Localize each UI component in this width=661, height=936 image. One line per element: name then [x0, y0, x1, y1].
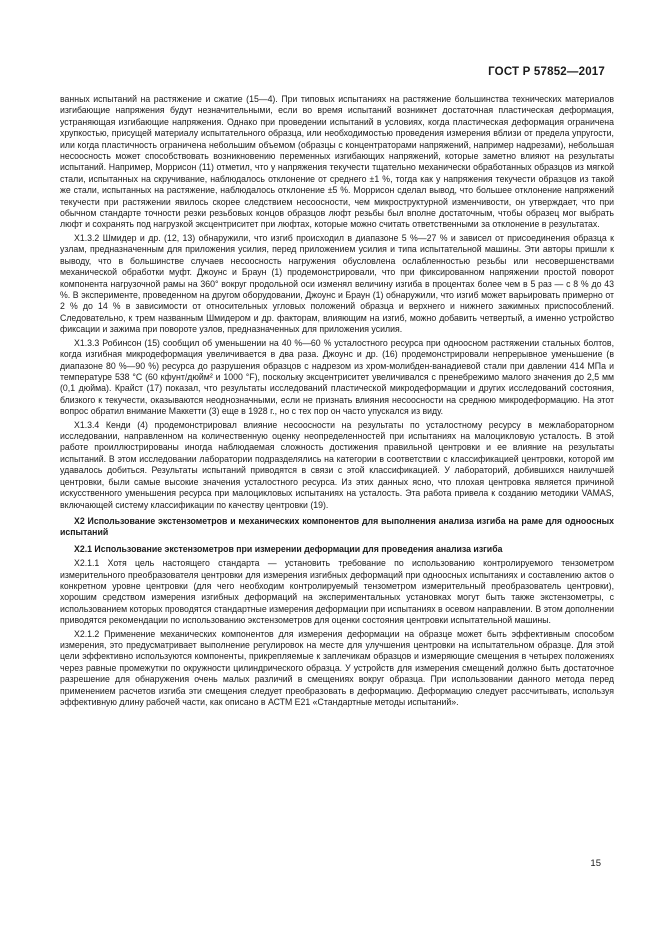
paragraph: Х2.1.1 Хотя цель настоящего стандарта — установить требование по использованию контролируемого тензометром измерительного преобразователя центровки для измерения изгибных деформаций при одноосных испытаниях и составлению актов о конкретном уровне центровки (для чего необходим контролируемый тензометром измерительный преобразователь центровки), хорошим средством измерения изгибных деформаций на экспериментальных установках могут быть также экстензометры, с использованием которых проводятся стандартные измерения деформации при испытаниях в осевом направлении. В этом дополнении приводятся рекомендации по использованию экстензометров для оценки состояния центровки испытательной машины. [60, 558, 614, 626]
paragraph: Х1.3.2 Шмидер и др. (12, 13) обнаружили, что изгиб происходил в диапазоне 5 %—27 % и зависел от присоединения образца к узлам, предназначенным для приложения усилия, перед приложением усилия и типа испытательной машины. Эти авторы пришли к выводу, что в большинстве случаев несоосность нагружения обусловлена ослабленностью резьбы или несовершенствами механической обработки муфт. Джоунс и Браун (1) продемонстрировали, что при фиксированном напряжении простой поворот компонента нагрузочной рамы на 360° вокруг продольной оси изменял величину изгиба в процентах более чем в 5 раз — с 8 % до 43 %. В эксперименте, проведенном на другом оборудовании, Джоунс и Браун (1) обнаружили, что изгиб может варьировать примерно от 2 % до 14 % в зависимости от относительных угловых положений образца и верхнего и нижнего зажимных приспособлений. Следовательно, к трем названным Шмидером и др. факторам, влияющим на изгиб, можно добавить четвертый, а именно устройство фиксации и зажима при повороте узлов, предназначенных для приложения усилия. [60, 232, 614, 335]
page-body [60, 94, 614, 711]
subsection-heading: Х2.1 Использование экстензометров при измерении деформации для проведения анализа изгиба [74, 543, 503, 554]
document-number: ГОСТ Р 57852—2017 [488, 66, 605, 78]
paragraph: Х1.3.3 Робинсон (15) сообщил об уменьшении на 40 %—60 % усталостного ресурса при одноосном растяжении стальных болтов, когда изгибная микродеформация увеличивается в два раза. Джоунс и др. (16) продемонстрировали непрерывное уменьшение (в диапазоне 80 %—90 %) ресурса до разрушения образцов с надрезом из хром-молибден-ванадиевой стали при давлении 414 МПа и температуре 538 °С (60 кфунт/дюйм² и 1000 °F), поскольку эксцентриситет увеличивался с пренебрежимо малого значения до 2,5 мм (0,1 дюйма). Крайст (17) показал, что результаты исследований пластической микродеформации и других исследований состояния, близкого к текучести, оказываются неоднозначными, если не признать влияния несоосности на среднюю микродеформацию. На этот вопрос обратил внимание Маккетти (3) еще в 1928 г., но с тех пор он часто упускался из виду. [60, 337, 614, 417]
paragraph: Х1.3.4 Кенди (4) продемонстрировал влияние несоосности на результаты по усталостному ресурсу в межлабораторном исследовании, направленном на количественную оценку неопределенностей при испытаниях на малоцикловую усталость. В этой работе проиллюстрированы иногда наблюдаемая сложность достижения правильной центровки и ее влияние на результаты испытаний. В этом исследовании лаборатории подразделялись на категории в соответствии с классификацией центровки, которой им удавалось добиться. Результаты испытаний приводятся в связи с этой классификацией. У лабораторий, добившихся наилучшей центровки, были самые высокие значения усталостного ресурса. Из этих данных ясно, что плохая центровка является причиной искусственного уменьшения ресурса при малоцикловых испытаниях на усталость. Эта работа привела к созданию методики VAMAS, включающей систему классификации по качеству центровки (19). [60, 419, 614, 510]
page-number: 15 [590, 858, 601, 869]
paragraph: ванных испытаний на растяжение и сжатие (15—4). При типовых испытаниях на растяжение большинства технических материалов изгибающие напряжения будут незначительными, если во время испытаний возникнет достаточная пластическая деформация, устраняющая изгибающие напряжения. Однако при проведении испытаний в условиях, когда пластическая деформация ограничена хрупкостью, присущей материалу испытательного образца, или необходимостью проведения измерения вблизи от предела упругости, или когда пластичность ограничена небольшим объемом (образцы с концентраторами напряжений, например надрезами), небольшая несоосность может способствовать возникновению переменных изгибающих напряжений, которые заметно влияют на результаты испытаний. Например, Моррисон (11) отметил, что у напряжения текучести тщательно механически обработанных образцов из мягкой стали, испытанных на скручивание, наблюдалось отклонение от среднего ±1 %, тогда как у напряжения текучести образцов из такой же стали, испытанных на растяжение, наблюдалось отклонение ±5 %. Моррисон сделал вывод, что большее отклонение напряжений текучести при растяжении явилось скорее следствием несоосности, чем микроструктурной изменчивости, он утверждает, что при обычном стандарте точности резки резьбовых концов образцов люфт резьбы был вполне достаточным, чтобы образец мог выбрать люфт и сохранять под нагрузкой эксцентриситет при люфтах, которые можно считать ответственными за отклонение в результатах. [60, 94, 614, 230]
section-heading: Х2 Использование экстензометров и механических компонентов для выполнения анализа изгиба на раме для одноосных испытаний [60, 515, 614, 538]
paragraph: Х2.1.2 Применение механических компонентов для измерения деформации на образце может быть эффективным способом измерения, это предусматривает выполнение регулировок на месте для улучшения центровки на испытательном образце. Для этой цели эффективно используются компоненты, прикрепляемые к заплечикам образцов и измеряющие смещения в четырех положениях через равные промежутки по окружности цилиндрического образца. У устройств для измерения смещений должно быть достаточное разрешение для обнаружения очень малых различий в смещениях вокруг образца. При использовании данного метода перед применением расчетов изгиба эти смещения следует преобразовать в деформацию. Деформацию следует рассчитывать, используя эффективную длину рабочей части, как описано в АСТМ Е21 «Стандартные методы испытаний». [60, 628, 614, 708]
